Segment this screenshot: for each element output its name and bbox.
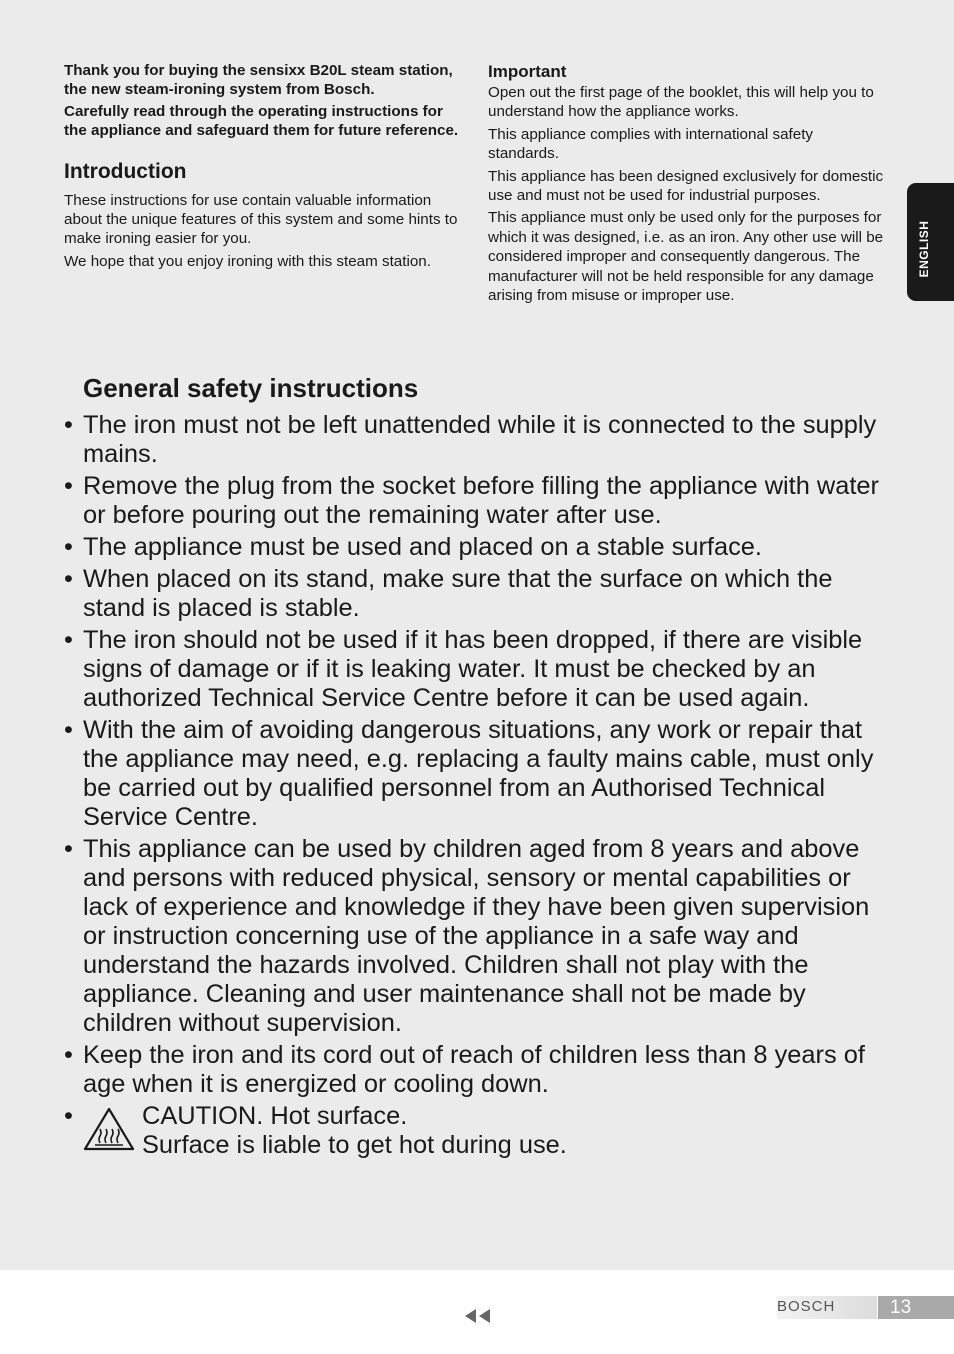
safety-item (64, 533, 894, 562)
safety-item (64, 1041, 894, 1099)
safety-item (64, 411, 894, 469)
thank-you-text: Thank you for buying the sensixx B20L steam station, the new steam-ironing system from Bosch. (64, 62, 453, 99)
caution-row (83, 1102, 894, 1160)
important-paragraph-3: This appliance has been designed exclusively for domestic use and must not be used for industrial purposes. (488, 167, 884, 205)
brand-label: BOSCH (777, 1298, 836, 1315)
important-heading: Important (488, 62, 567, 81)
safety-item-text: This appliance can be used by children aged from 8 years and above and persons with reduced physical, sensory or mental capabilities or lack of experience and knowledge if they have been given supervision or instruction concerning use of the appliance in a safe way and understand the hazards involved. Children shall not play with the appliance. Cleaning and user maintenance shall not be made by children without supervision. (83, 835, 870, 1037)
bullet-dot: • (64, 533, 73, 561)
introduction-heading: Introduction (64, 159, 187, 183)
caution-line-2: Surface is liable to get hot during use. (142, 1131, 567, 1159)
bullet-dot: • (64, 626, 73, 654)
safety-section (64, 372, 894, 1163)
safety-item-text: With the aim of avoiding dangerous situations, any work or repair that the appliance may need, e.g. replacing a faulty mains cable, must only be carried out by qualified personnel from an Authorised Technical Service Centre. (83, 716, 874, 831)
bullet-dot: • (64, 565, 73, 593)
language-tab-label: ENGLISH (917, 220, 931, 278)
safety-item-text: Keep the iron and its cord out of reach of children less than 8 years of age when it is energized or cooling down. (83, 1041, 865, 1098)
bullet-dot: • (64, 1102, 73, 1130)
safety-item-text: Remove the plug from the socket before filling the appliance with water or before pouring out the remaining water after use. (83, 472, 879, 529)
caution-text (142, 1102, 567, 1160)
safety-item (64, 626, 894, 713)
safety-item-text: The appliance must be used and placed on a stable surface. (83, 533, 762, 561)
safety-item-text: When placed on its stand, make sure that the surface on which the stand is placed is stable. (83, 565, 833, 622)
bullet-dot: • (64, 716, 73, 744)
safety-title: General safety instructions (83, 373, 419, 403)
intro-column (64, 61, 469, 274)
important-paragraph-1: Open out the first page of the booklet, this will help you to understand how the appliance works. (488, 84, 874, 121)
important-column (488, 61, 888, 308)
hot-surface-warning-icon (83, 1106, 135, 1152)
safety-item-text: The iron must not be left unattended while it is connected to the supply mains. (83, 411, 877, 468)
important-paragraph-2: This appliance complies with international safety standards. (488, 125, 814, 163)
safety-item-text: The iron should not be used if it has been dropped, if there are visible signs of damage or if it is leaking water. It must be checked by an authorized Technical Service Centre before it can be used again. (83, 626, 863, 712)
caution-item (64, 1102, 894, 1160)
bullet-dot: • (64, 411, 73, 439)
safety-item (64, 835, 894, 1038)
bullet-dot: • (64, 472, 73, 500)
introduction-paragraph-1: These instructions for use contain valuable information about the unique features of this system and some hints to make ironing easier for you. (64, 191, 458, 248)
bullet-dot: • (64, 835, 73, 863)
page-number: 13 (890, 1297, 912, 1318)
read-carefully-text: Carefully read through the operating instructions for the appliance and safeguard them for future reference. (64, 102, 459, 140)
safety-list (64, 411, 894, 1160)
caution-line-1: CAUTION. Hot surface. (142, 1102, 408, 1130)
safety-item (64, 716, 894, 832)
safety-item (64, 565, 894, 623)
introduction-paragraph-2: We hope that you enjoy ironing with this steam station. (64, 252, 431, 270)
safety-item (64, 472, 894, 530)
double-left-arrow-icon[interactable] (464, 1308, 492, 1324)
bullet-dot: • (64, 1041, 73, 1069)
important-paragraph-4: This appliance must only be used only for the purposes for which it was designed, i.e. as an iron. Any other use will be considered improper and consequently dangerous. The manufacturer will not be held responsible for any damage arising from misuse or improper use. (488, 209, 884, 305)
